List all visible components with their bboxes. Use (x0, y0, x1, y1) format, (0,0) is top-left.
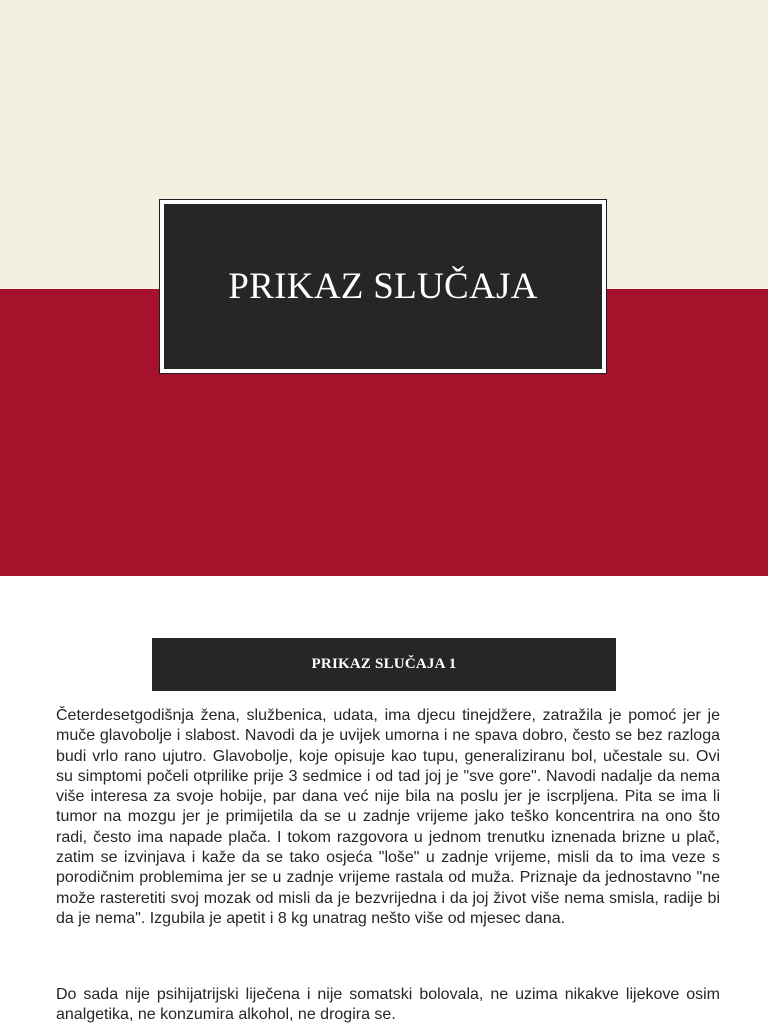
title-frame (159, 199, 607, 374)
case-paragraph-2: Do sada nije psihijatrijski liječena i nije somatski bolovala, ne uzima nikakve lijekove osim analgetika, ne konzumira alkohol, ne drogira se. (56, 986, 720, 1024)
cover-title: PRIKAZ SLUČAJA (228, 266, 538, 307)
case-paragraph-1: Četerdesetgodišnja žena, službenica, udata, ima djecu tinejdžere, zatražila je pomoć jer je muče glavobolje i slabost. Navodi da je uvijek umorna i ne spava dobro, često se bez razloga budi vrlo rano ujutro. Glavobolje, koje opisuje kao tupu, generaliziranu bol, učestale su. Ovi su simptomi počeli otprilike prije 3 sedmice i od tad joj je "sve gore". Navodi nadalje da nema više interesa za svoje hobije, par dana već nije bila na poslu jer je iscrpljena. Pita se ima li tumor na mozgu jer je primijetila da se u zadnje vrijeme jako teško koncentrira na ono što radi, često ima napade plača. I tokom razgovora u jednom trenutku iznenada brizne u plač, zatim se izvinjava i kaže da se tako osjeća "loše" u zadnje vrijeme, misli da to ima veze s porodičnim problemima jer se u zadnje vrijeme rastala od muža. Priznaje da jednostavno "ne može rasteretiti svoj mozak od misli da je bezvrijedna i da joj život više nema smisla, radije bi da je nema". Izgubila je apetit i 8 kg unatrag nešto više od mjesec dana. (56, 707, 720, 927)
title-box (164, 204, 602, 369)
section-header-text: PRIKAZ SLUČAJA 1 (311, 656, 457, 672)
section-header (152, 638, 616, 691)
